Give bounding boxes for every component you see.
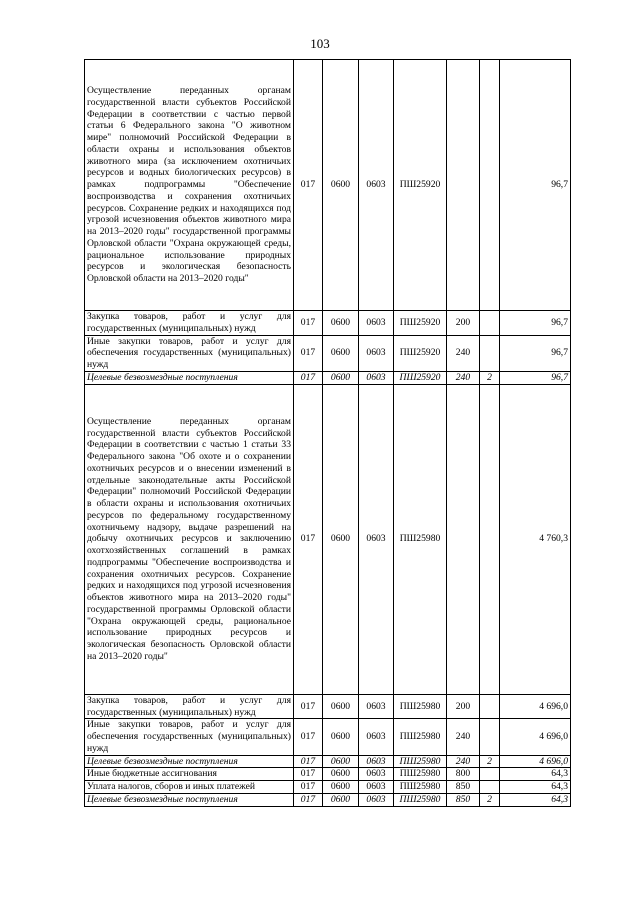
row-description: Целевые безвозмездные поступления <box>85 755 294 768</box>
section-code: 0600 <box>323 793 359 806</box>
source-code <box>480 384 500 694</box>
expense-type-code: 240 <box>447 755 480 768</box>
subsection-code: 0603 <box>359 335 394 371</box>
subsection-code: 0603 <box>359 384 394 694</box>
row-description: Закупка товаров, работ и услуг для государственных (муниципальных) нужд <box>85 694 294 719</box>
expense-type-code: 240 <box>447 371 480 384</box>
dept-code: 017 <box>294 793 323 806</box>
expense-type-code: 240 <box>447 335 480 371</box>
dept-code: 017 <box>294 60 323 311</box>
expense-type-code: 800 <box>447 768 480 781</box>
source-code: 2 <box>480 755 500 768</box>
row-description: Уплата налогов, сборов и иных платежей <box>85 781 294 794</box>
section-code: 0600 <box>323 755 359 768</box>
table-row <box>85 335 571 371</box>
budget-table <box>84 59 571 807</box>
amount: 4 760,3 <box>500 384 571 694</box>
dept-code: 017 <box>294 335 323 371</box>
section-code: 0600 <box>323 335 359 371</box>
expense-type-code <box>447 384 480 694</box>
section-code: 0600 <box>323 371 359 384</box>
amount: 64,3 <box>500 781 571 794</box>
section-code: 0600 <box>323 311 359 336</box>
target-article-code: ПШ25980 <box>394 793 447 806</box>
dept-code: 017 <box>294 719 323 755</box>
subsection-code: 0603 <box>359 781 394 794</box>
target-article-code: ПШ25980 <box>394 694 447 719</box>
amount: 4 696,0 <box>500 694 571 719</box>
table-row <box>85 768 571 781</box>
dept-code: 017 <box>294 781 323 794</box>
row-description: Иные закупки товаров, работ и услуг для обеспечения государственных (муниципальных) нужд <box>85 719 294 755</box>
subsection-code: 0603 <box>359 755 394 768</box>
source-code <box>480 781 500 794</box>
target-article-code: ПШ25920 <box>394 60 447 311</box>
table-row <box>85 755 571 768</box>
dept-code: 017 <box>294 311 323 336</box>
table-row <box>85 694 571 719</box>
target-article-code: ПШ25980 <box>394 768 447 781</box>
dept-code: 017 <box>294 768 323 781</box>
row-description: Иные бюджетные ассигнования <box>85 768 294 781</box>
dept-code: 017 <box>294 371 323 384</box>
row-description: Закупка товаров, работ и услуг для государственных (муниципальных) нужд <box>85 311 294 336</box>
row-description: Целевые безвозмездные поступления <box>85 793 294 806</box>
subsection-code: 0603 <box>359 311 394 336</box>
target-article-code: ПШ25980 <box>394 781 447 794</box>
table-row <box>85 60 571 311</box>
amount: 96,7 <box>500 60 571 311</box>
source-code: 2 <box>480 793 500 806</box>
section-code: 0600 <box>323 719 359 755</box>
target-article-code: ПШ25980 <box>394 384 447 694</box>
source-code: 2 <box>480 371 500 384</box>
expense-type-code <box>447 60 480 311</box>
target-article-code: ПШ25920 <box>394 335 447 371</box>
source-code <box>480 60 500 311</box>
page-number: 103 <box>310 36 330 51</box>
amount: 4 696,0 <box>500 755 571 768</box>
expense-type-code: 850 <box>447 793 480 806</box>
dept-code: 017 <box>294 755 323 768</box>
target-article-code: ПШ25920 <box>394 311 447 336</box>
section-code: 0600 <box>323 60 359 311</box>
table-row <box>85 719 571 755</box>
subsection-code: 0603 <box>359 793 394 806</box>
amount: 96,7 <box>500 371 571 384</box>
expense-type-code: 200 <box>447 311 480 336</box>
table-row <box>85 384 571 694</box>
table-row <box>85 781 571 794</box>
target-article-code: ПШ25980 <box>394 719 447 755</box>
amount: 96,7 <box>500 335 571 371</box>
section-code: 0600 <box>323 781 359 794</box>
target-article-code: ПШ25980 <box>394 755 447 768</box>
dept-code: 017 <box>294 384 323 694</box>
table-row <box>85 793 571 806</box>
row-description: Осуществление переданных органам государственной власти субъектов Российской Федерации в соответствии с частью первой статьи 6 Федерального закона "О животном мире" полномочий Российской Федерации в области охраны и использования объектов животного мира (за исключением охотничьих ресурсов и водных биологических ресурсов) в рамках подпрограммы "Обеспечение воспроизводства и сохранения охотничьих ресурсов. Сохранение редких и находящихся под угрозой исчезновения объектов животного мира на 2013–2020 годы" государственной программы Орловской области "Охрана окружающей среды, рациональное использование природных ресурсов и экологическая безопасность Орловской области на 2013–2020 годы" <box>85 60 294 311</box>
section-code: 0600 <box>323 768 359 781</box>
row-description: Целевые безвозмездные поступления <box>85 371 294 384</box>
source-code <box>480 768 500 781</box>
expense-type-code: 200 <box>447 694 480 719</box>
amount: 96,7 <box>500 311 571 336</box>
source-code <box>480 694 500 719</box>
subsection-code: 0603 <box>359 60 394 311</box>
subsection-code: 0603 <box>359 768 394 781</box>
target-article-code: ПШ25920 <box>394 371 447 384</box>
subsection-code: 0603 <box>359 371 394 384</box>
amount: 64,3 <box>500 793 571 806</box>
source-code <box>480 719 500 755</box>
subsection-code: 0603 <box>359 694 394 719</box>
dept-code: 017 <box>294 694 323 719</box>
source-code <box>480 311 500 336</box>
section-code: 0600 <box>323 694 359 719</box>
table-row <box>85 311 571 336</box>
row-description: Иные закупки товаров, работ и услуг для обеспечения государственных (муниципальных) нужд <box>85 335 294 371</box>
amount: 4 696,0 <box>500 719 571 755</box>
expense-type-code: 240 <box>447 719 480 755</box>
amount: 64,3 <box>500 768 571 781</box>
source-code <box>480 335 500 371</box>
expense-type-code: 850 <box>447 781 480 794</box>
subsection-code: 0603 <box>359 719 394 755</box>
section-code: 0600 <box>323 384 359 694</box>
row-description: Осуществление переданных органам государственной власти субъектов Российской Федерации в соответствии с частью 1 статьи 33 Федерального закона "Об охоте и о сохранении охотничьих ресурсов и о внесении изменений в отдельные законодательные акты Российской Федерации" полномочий Российской Федерации в области охраны и использования охотничьих ресурсов по федеральному государственному охотничьему надзору, выдаче разрешений на добычу охотничьих ресурсов и заключению охотхозяйственных соглашений в рамках подпрограммы "Обеспечение воспроизводства и сохранения охотничьих ресурсов. Сохранение редких и находящихся под угрозой исчезновения объектов животного мира на 2013–2020 годы" государственной программы Орловской области "Охрана окружающей среды, рациональное использование природных ресурсов и экологическая безопасность Орловской области на 2013–2020 годы" <box>85 384 294 694</box>
table-row <box>85 371 571 384</box>
